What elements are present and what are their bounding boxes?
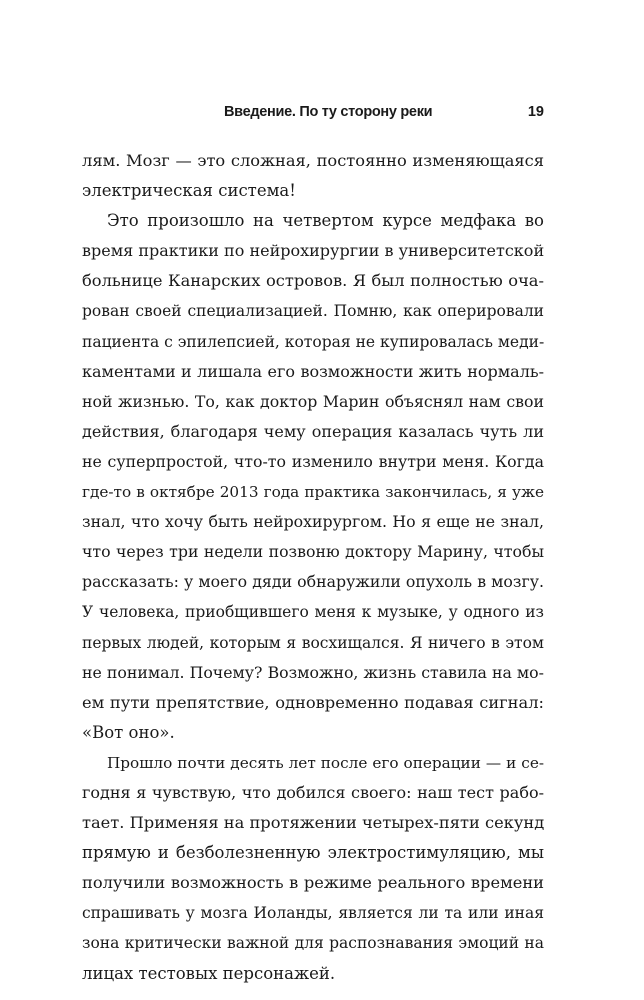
text-line: «Вот оно».: [82, 722, 175, 742]
text-line: больнице Канарских островов. Я был полностью оча-: [82, 271, 544, 291]
text-line: лям. Мозг — это сложная, постоянно изменяющаяся: [82, 151, 544, 170]
text-line: получили возможность в режиме реального времени: [82, 873, 544, 893]
text-line: каментами и лишала его возможности жить нормаль-: [82, 361, 544, 381]
paragraph: [82, 206, 544, 748]
text-line: где-то в октябре 2013 года практика закончилась, я уже: [82, 483, 544, 502]
text-line: У человека, приобщившего меня к музыке, у одного из: [82, 603, 544, 622]
text-line: прямую и безболезненную электростимуляцию, мы: [82, 843, 544, 863]
page-number: 19: [527, 104, 544, 120]
text-line: тает. Применяя на протяжении четырех-пяти секунд: [82, 813, 544, 833]
text-line: время практики по нейрохирургии в университетской: [82, 241, 544, 261]
text-line: действия, благодаря чему операция казалась чуть ли: [82, 421, 544, 441]
text-line: спрашивать у мозга Иоланды, является ли та или иная: [82, 904, 544, 923]
text-line: ной жизнью. То, как доктор Марин объяснял нам свои: [82, 391, 544, 411]
text-line: лицах тестовых персонажей.: [82, 963, 336, 983]
paragraph: [82, 748, 544, 989]
page-header: [82, 104, 544, 128]
text-line: рассказать: у моего дяди обнаружили опухоль в мозгу.: [82, 572, 544, 592]
text-line: пациента с эпилепсией, которая не купировалась меди-: [82, 332, 544, 351]
text-line: электрическая система!: [82, 181, 296, 201]
text-line: Это произошло на четвертом курсе медфака во: [107, 211, 544, 231]
text-line: не суперпростой, что-то изменило внутри меня. Когда: [82, 451, 544, 471]
paragraph: [82, 146, 544, 206]
text-line: первых людей, которым я восхищался. Я ничего в этом: [82, 633, 544, 652]
text-line: зона критически важной для распознавания эмоций на: [82, 934, 544, 953]
text-line: знал, что хочу быть нейрохирургом. Но я еще не знал,: [82, 512, 544, 532]
body-text: [82, 146, 544, 989]
text-line: рован своей специализацией. Помню, как оперировали: [82, 302, 544, 321]
text-line: годня я чувствую, что добился своего: наш тест рабо-: [82, 782, 544, 802]
running-head: Введение. По ту сторону реки: [224, 104, 433, 120]
text-line: не понимал. Почему? Возможно, жизнь ставила на мо-: [82, 662, 544, 682]
text-line: ем пути препятствие, одновременно подавая сигнал:: [82, 692, 544, 712]
text-line: что через три недели позвоню доктору Марину, чтобы: [82, 542, 544, 562]
text-line: Прошло почти десять лет после его операции — и се-: [107, 753, 544, 772]
